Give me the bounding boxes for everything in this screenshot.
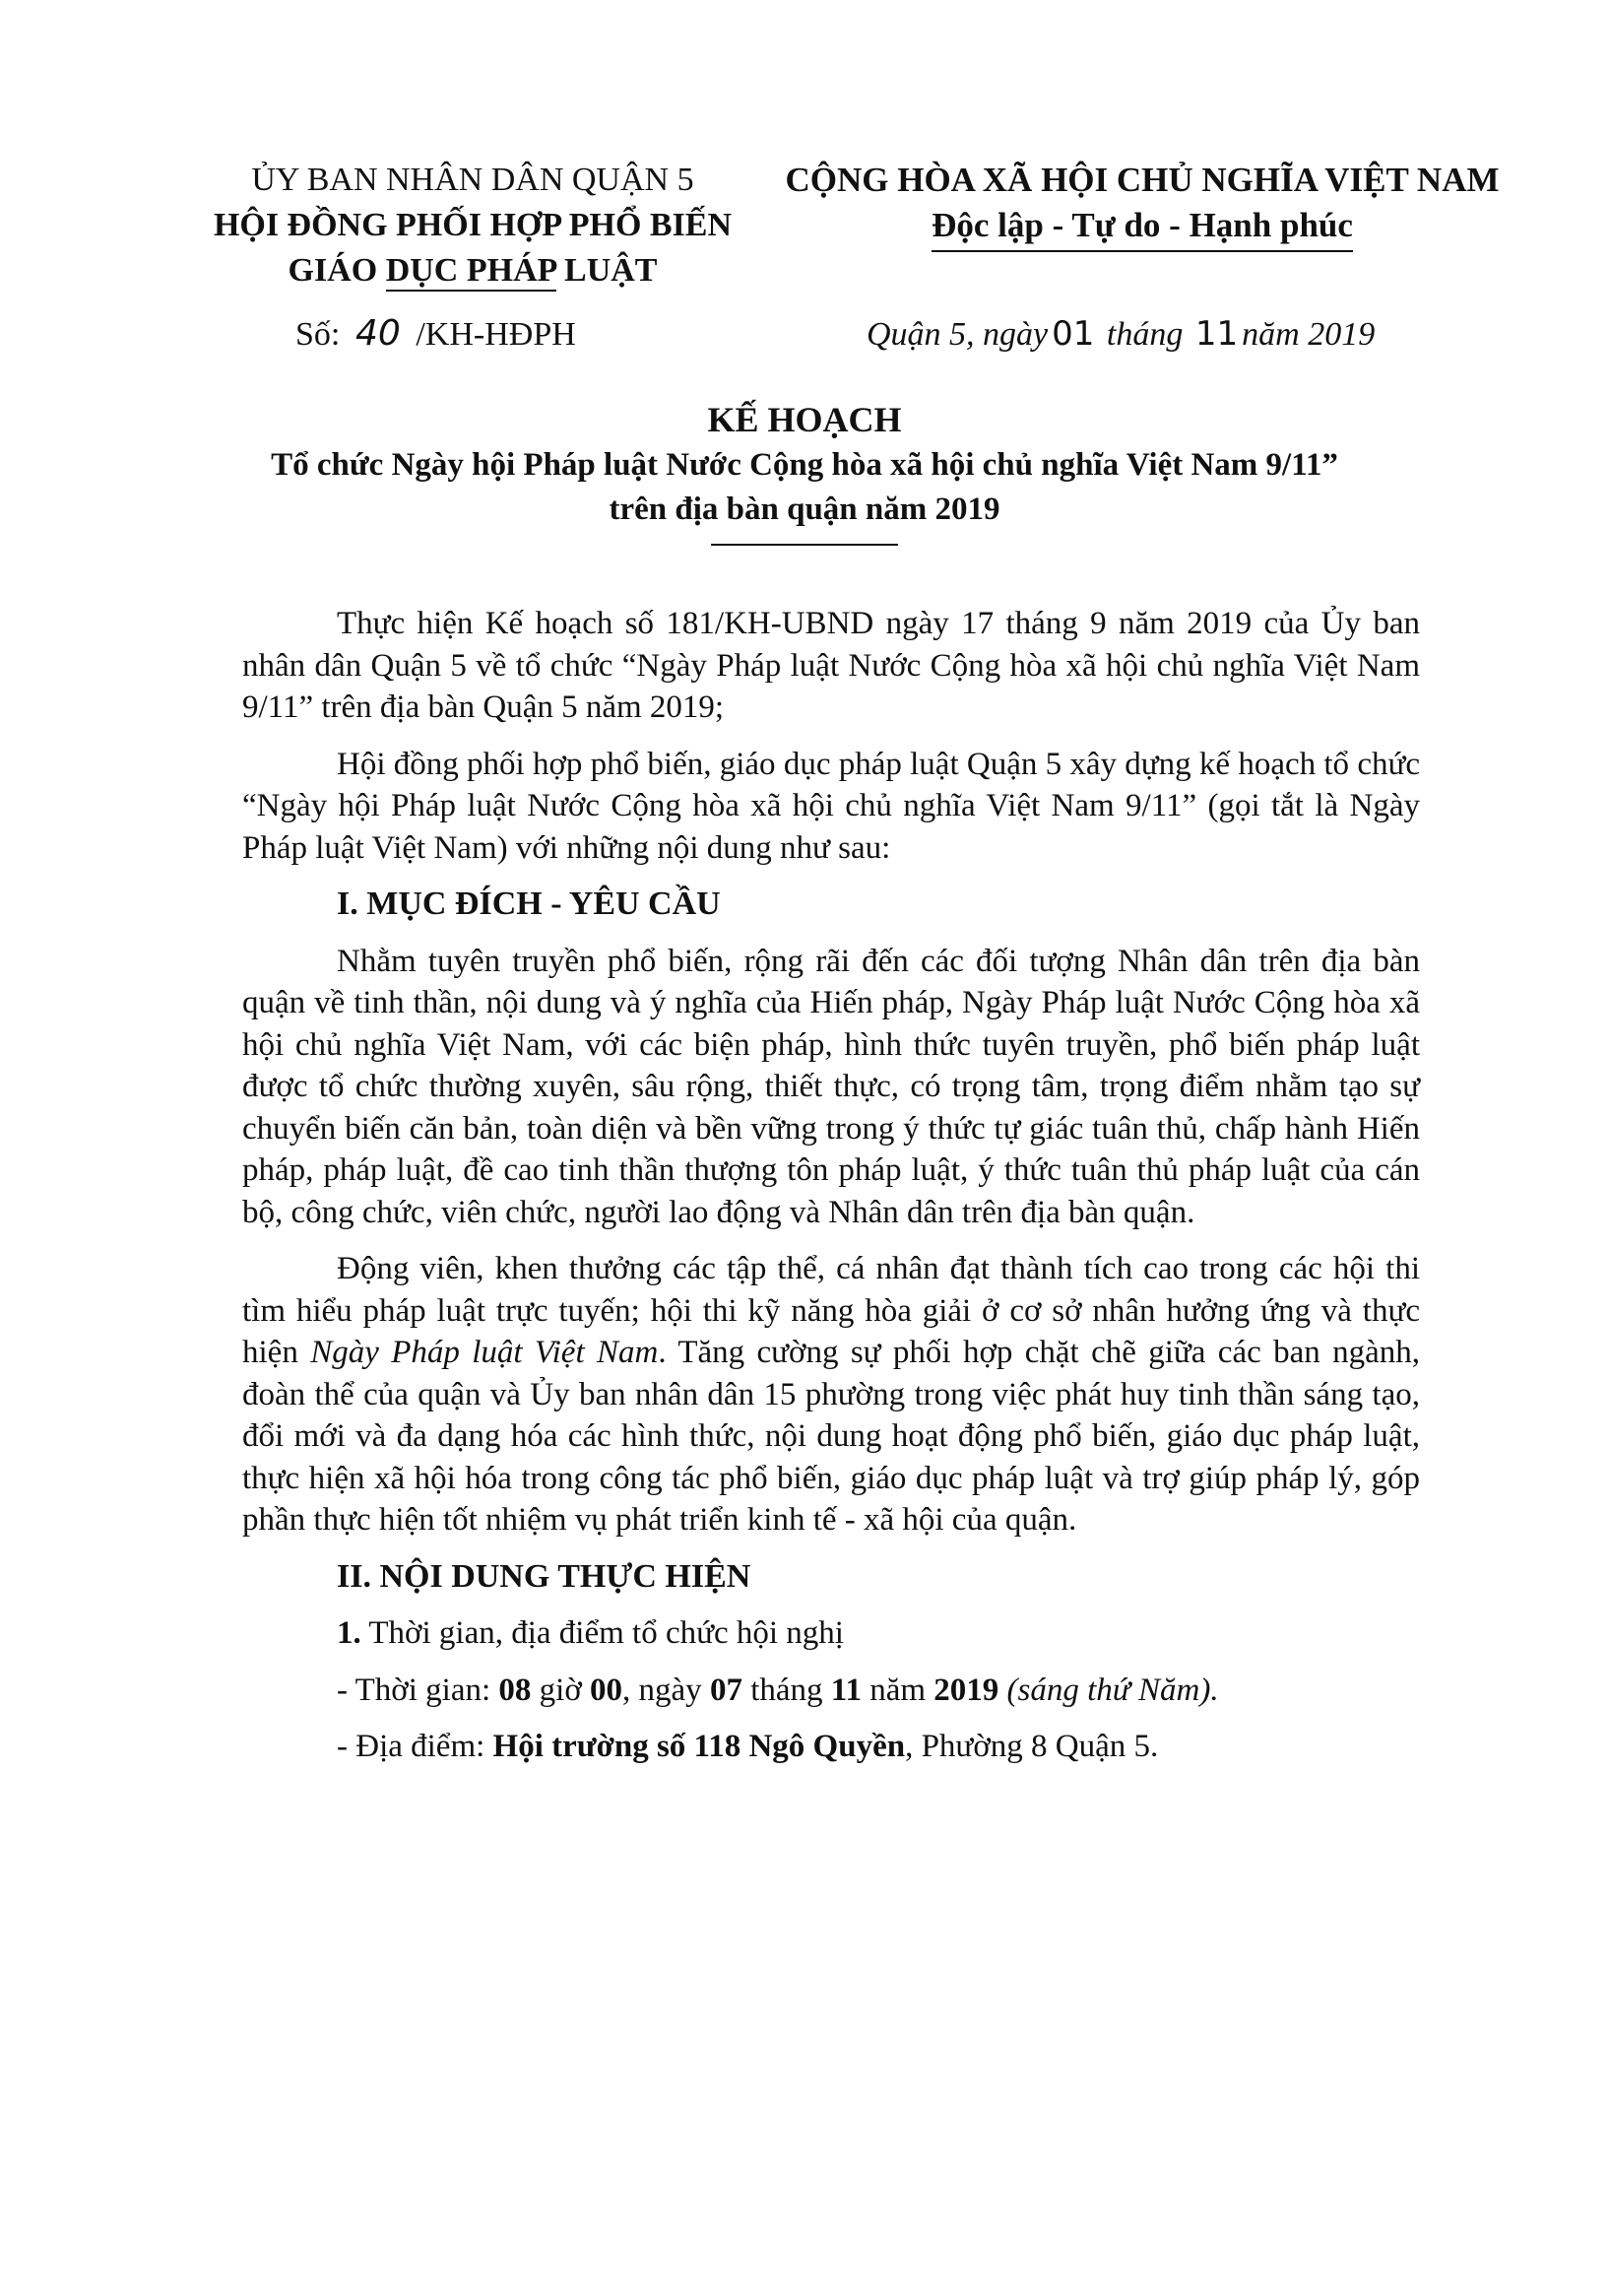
item-1-heading <box>242 1612 1420 1655</box>
national-motto: Độc lập - Tự do - Hạnh phúc <box>932 203 1353 252</box>
section-heading-2: II. NỘI DUNG THỰC HIỆN <box>337 1557 751 1595</box>
place-rest: , Phường 8 Quận 5. <box>905 1729 1159 1764</box>
time-text-4: năm <box>861 1672 934 1708</box>
paragraph-intro: Hội đồng phối hợp phổ biến, giáo dục pháp luật Quận 5 xây dựng kế hoạch tổ chức “Ngày hội Pháp luật Nước Cộng hòa xã hội chủ nghĩa Việt Nam 9/11” (gọi tắt là Ngày Pháp luật Việt Nam) với những nội dung như sau: <box>242 746 1420 866</box>
requirements-text-b: . Tăng cường sự phối hợp chặt chẽ giữa các ban ngành, đoàn thể của quận và Ủy ban nhân dân 15 phường trong việc phát huy tinh thần sáng tạo, đổi mới và đa dạng hóa các hình thức, nội dung hoạt động phổ biến, giáo dục pháp luật, thực hiện xã hội hóa trong công tác phổ biến, giáo dục pháp luật và trợ giúp pháp lý, góp phần thực hiện tốt nhiệm vụ phát triển kinh tế - xã hội của quận. <box>242 1335 1420 1538</box>
time-hour: 08 <box>498 1672 532 1708</box>
paragraph-basis: Thực hiện Kế hoạch số 181/KH-UBND ngày 17 tháng 9 năm 2019 của Ủy ban nhân dân Quận 5 về tổ chức “Ngày Pháp luật Nước Cộng hòa xã hội chủ nghĩa Việt Nam 9/11” trên địa bàn Quận 5 năm 2019; <box>242 606 1420 725</box>
time-line <box>242 1670 1420 1712</box>
issuing-authority <box>167 158 778 294</box>
authority-line-2: HỘI ĐỒNG PHỐI HỢP PHỔ BIẾN <box>213 207 733 243</box>
time-year: 2019 <box>933 1672 999 1708</box>
place-label: - Địa điểm: <box>337 1729 493 1764</box>
title-line-3: trên địa bàn quận năm 2019 <box>609 492 1000 527</box>
date-year: năm 2019 <box>1242 316 1376 353</box>
place-line <box>242 1726 1420 1768</box>
requirements-italic: Ngày Pháp luật Việt Nam <box>310 1335 659 1370</box>
authority-line-3-underlined: DỤC PHÁP <box>386 252 556 292</box>
document-number-suffix: /KH-HĐPH <box>416 316 576 353</box>
title-line-1: KẾ HOẠCH <box>707 400 902 439</box>
title-divider <box>711 544 898 546</box>
document-date <box>867 311 1375 358</box>
national-heading <box>758 158 1526 252</box>
document-number-prefix: Số: <box>295 316 341 353</box>
place-venue: Hội trường số 118 Ngô Quyền <box>492 1729 906 1764</box>
time-text-1: giờ <box>531 1672 591 1708</box>
item-1-text: Thời gian, địa điểm tổ chức hội nghị <box>360 1615 844 1651</box>
date-month-label: tháng <box>1106 316 1184 353</box>
time-note: (sáng thứ Năm). <box>998 1672 1219 1708</box>
title-line-2: Tổ chức Ngày hội Pháp luật Nước Cộng hòa xã hội chủ nghĩa Việt Nam 9/11” <box>271 447 1338 483</box>
authority-line-3 <box>167 248 778 294</box>
document-number <box>295 311 576 358</box>
time-label: - Thời gian: <box>337 1672 499 1708</box>
paragraph-requirements <box>242 1248 1420 1542</box>
document-title <box>148 396 1461 546</box>
time-month: 11 <box>830 1672 862 1708</box>
requirements-text-a: Động viên, khen thưởng các tập thể, cá nhân đạt thành tích cao trong các hội thi tìm hiểu pháp luật trực tuyến; hội thi kỹ năng hòa giải ở cơ sở nhân hưởng ứng và thực hiện <box>242 1251 1420 1370</box>
date-month-handwritten: 11 <box>1194 314 1239 354</box>
date-place: Quận 5, ngày <box>867 316 1049 353</box>
date-day-handwritten: 01 <box>1052 314 1095 354</box>
section-heading-1: I. MỤC ĐÍCH - YÊU CẦU <box>337 886 721 922</box>
time-text-3: tháng <box>741 1672 831 1708</box>
item-1-number: 1. <box>337 1615 361 1651</box>
time-minute: 00 <box>590 1672 623 1708</box>
document-body <box>242 603 1420 1783</box>
time-text-2: , ngày <box>622 1672 710 1708</box>
authority-line-3-post: LUẬT <box>555 252 658 289</box>
document-number-handwritten: 40 <box>354 313 401 354</box>
paragraph-purpose: Nhằm tuyên truyền phổ biến, rộng rãi đến các đối tượng Nhân dân trên địa bàn quận về tinh thần, nội dung và ý nghĩa của Hiến pháp, Ngày Pháp luật Nước Cộng hòa xã hội chủ nghĩa Việt Nam, với các biện pháp, hình thức tuyên truyền, phổ biến pháp luật được tổ chức thường xuyên, sâu rộng, thiết thực, có trọng tâm, trọng điểm nhằm tạo sự chuyển biến căn bản, toàn diện và bền vững trong ý thức tự giác tuân thủ, chấp hành Hiến pháp, pháp luật, đề cao tinh thần thượng tôn pháp luật, ý thức tuân thủ pháp luật của cán bộ, công chức, viên chức, người lao động và Nhân dân trên địa bàn quận. <box>242 943 1420 1230</box>
time-day: 07 <box>709 1672 742 1708</box>
authority-line-1: ỦY BAN NHÂN DÂN QUẬN 5 <box>251 162 694 198</box>
national-name: CỘNG HÒA XÃ HỘI CHỦ NGHĨA VIỆT NAM <box>785 161 1500 199</box>
authority-line-3-pre: GIÁO <box>288 252 386 289</box>
